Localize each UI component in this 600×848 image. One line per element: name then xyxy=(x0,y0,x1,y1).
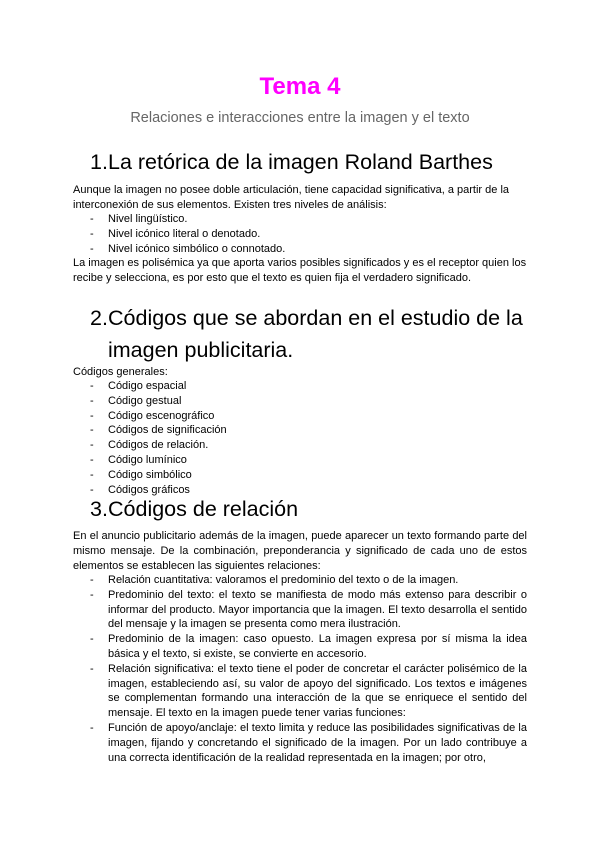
list-item: - Predominio del texto: el texto se manifiesta de modo más extenso para describir o informar del producto. Mayor importancia que la imagen. El texto desarrolla el sentido del mensaje y la imagen se presenta como mera ilustración. xyxy=(90,588,527,631)
section-2-title-line2: imagen publicitaria. xyxy=(108,338,294,362)
section-2-number: 2. xyxy=(90,306,108,330)
dash-bullet: - xyxy=(90,213,94,225)
dash-bullet: - xyxy=(90,409,94,422)
list-item: - Nivel icónico literal o denotado. xyxy=(90,227,261,240)
section-1-list xyxy=(90,212,527,256)
section-1-heading xyxy=(90,146,530,178)
list-item: - Código lumínico xyxy=(90,453,187,466)
dash-bullet: - xyxy=(90,721,94,734)
list-item: - Relación significativa: el texto tiene el poder de concretar el carácter polisémico de la imagen, estableciendo así, su valor de apoyo del significado. Los textos e imágenes se complementan formando una interacción de la que se enriquece el sentido del mensaje. El texto en la imagen puede tener varias funciones: xyxy=(90,662,527,720)
dash-bullet: - xyxy=(90,380,94,392)
list-item: - Códigos de relación. xyxy=(90,439,209,452)
dash-bullet: - xyxy=(90,439,94,452)
dash-bullet: - xyxy=(90,468,94,481)
section-2-list xyxy=(90,379,527,497)
section-3-list xyxy=(90,573,527,765)
section-3-title: Códigos de relación xyxy=(108,497,299,521)
dash-bullet: - xyxy=(90,227,94,240)
section-2-title-line1: Códigos que se abordan en el estudio de la xyxy=(108,306,523,330)
document-subtitle: Relaciones e interacciones entre la imagen y el texto xyxy=(130,110,470,126)
list-item: - Nivel icónico simbólico o connotado. xyxy=(90,242,286,255)
section-3-heading xyxy=(90,493,530,525)
list-item: - Predominio de la imagen: caso opuesto. La imagen expresa por sí misma la idea básica y el texto, si existe, se convierte en accesorio. xyxy=(90,633,527,660)
dash-bullet: - xyxy=(90,453,94,466)
section-1-outro: La imagen es polisémica ya que aporta varios posibles significados y es el receptor quien los recibe y selecciona, es por esto que el texto es quien fija el verdadero significado. xyxy=(73,257,527,284)
section-1-intro: Aunque la imagen no posee doble articulación, tiene capacidad significativa, a partir de la interconexión de sus elementos. Existen tres niveles de análisis: xyxy=(73,184,510,211)
dash-bullet: - xyxy=(90,483,94,496)
dash-bullet: - xyxy=(90,424,94,437)
dash-bullet: - xyxy=(90,662,94,675)
dash-bullet: - xyxy=(90,588,94,601)
dash-bullet: - xyxy=(90,633,94,646)
list-item: - Códigos de significación xyxy=(90,424,227,437)
list-item: - Código gestual xyxy=(90,394,182,407)
section-2-heading xyxy=(90,302,530,366)
section-1-number: 1. xyxy=(90,150,108,174)
section-2-intro: Códigos generales: xyxy=(73,366,168,378)
list-item: - Código escenográfico xyxy=(90,409,215,422)
list-item: - Relación cuantitativa: valoramos el predominio del texto o de la imagen. xyxy=(90,574,459,586)
list-item: - Función de apoyo/anclaje: el texto limita y reduce las posibilidades significativas de la imagen, fijando y concretando el significado de la imagen. Por un lado contribuye a una correcta identificación de la realidad representada en la imagen; por otro, xyxy=(90,721,527,764)
dash-bullet: - xyxy=(90,394,94,407)
dash-bullet: - xyxy=(90,574,94,586)
list-item: - Código simbólico xyxy=(90,468,192,481)
dash-bullet: - xyxy=(90,242,94,255)
section-1-title: La retórica de la imagen Roland Barthes xyxy=(108,150,493,174)
list-item: - Códigos gráficos xyxy=(90,483,190,496)
section-3-intro: En el anuncio publicitario además de la imagen, puede aparecer un texto formando parte del mismo mensaje. De la combinación, preponderancia y significado de cada uno de estos elementos se establecen las siguientes relaciones: xyxy=(73,530,527,572)
document-title: Tema 4 xyxy=(259,73,341,100)
section-3-number: 3. xyxy=(90,497,108,521)
list-item: - Nivel lingüístico. xyxy=(90,213,188,225)
list-item: - Código espacial xyxy=(90,380,187,392)
